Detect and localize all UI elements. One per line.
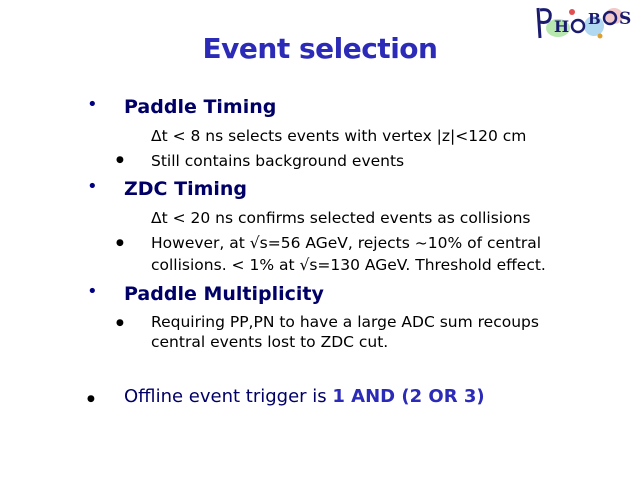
section-line: Δt < 20 ns confirms selected events as collisions [151, 209, 531, 227]
section-line: collisions. < 1% at √s=130 AGeV. Threshold effect. [151, 256, 546, 274]
section-line: Requiring PP,PN to have a large ADC sum recoups [151, 313, 539, 331]
bullet-dot: • [87, 176, 98, 197]
final-line [124, 386, 485, 407]
section-heading-zdc-timing: ZDC Timing [124, 178, 248, 200]
svg-text:B: B [588, 10, 601, 28]
section-line: central events lost to ZDC cut. [151, 333, 389, 351]
sub-bullet-dot: ● [116, 238, 124, 248]
sub-bullet-dot: ● [116, 155, 124, 165]
sub-bullet-dot: ● [116, 318, 124, 328]
bullet-dot: • [87, 94, 98, 115]
sub-bullet-dot: ● [87, 394, 95, 404]
section-heading-paddle-multiplicity: Paddle Multiplicity [124, 283, 324, 305]
section-line: Δt < 8 ns selects events with vertex |z|<120 cm [151, 127, 527, 145]
section-heading-paddle-timing: Paddle Timing [124, 96, 277, 118]
slide-title: Event selection [202, 32, 438, 65]
final-prefix: Offline event trigger is [124, 386, 333, 407]
bullet-dot: • [87, 281, 98, 302]
svg-text:S: S [619, 9, 632, 29]
section-line: Still contains background events [151, 152, 405, 170]
section-line: However, at √s=56 AGeV, rejects ~10% of central [151, 234, 542, 252]
final-emphasis: 1 AND (2 OR 3) [332, 386, 485, 407]
svg-text:H: H [554, 17, 570, 36]
